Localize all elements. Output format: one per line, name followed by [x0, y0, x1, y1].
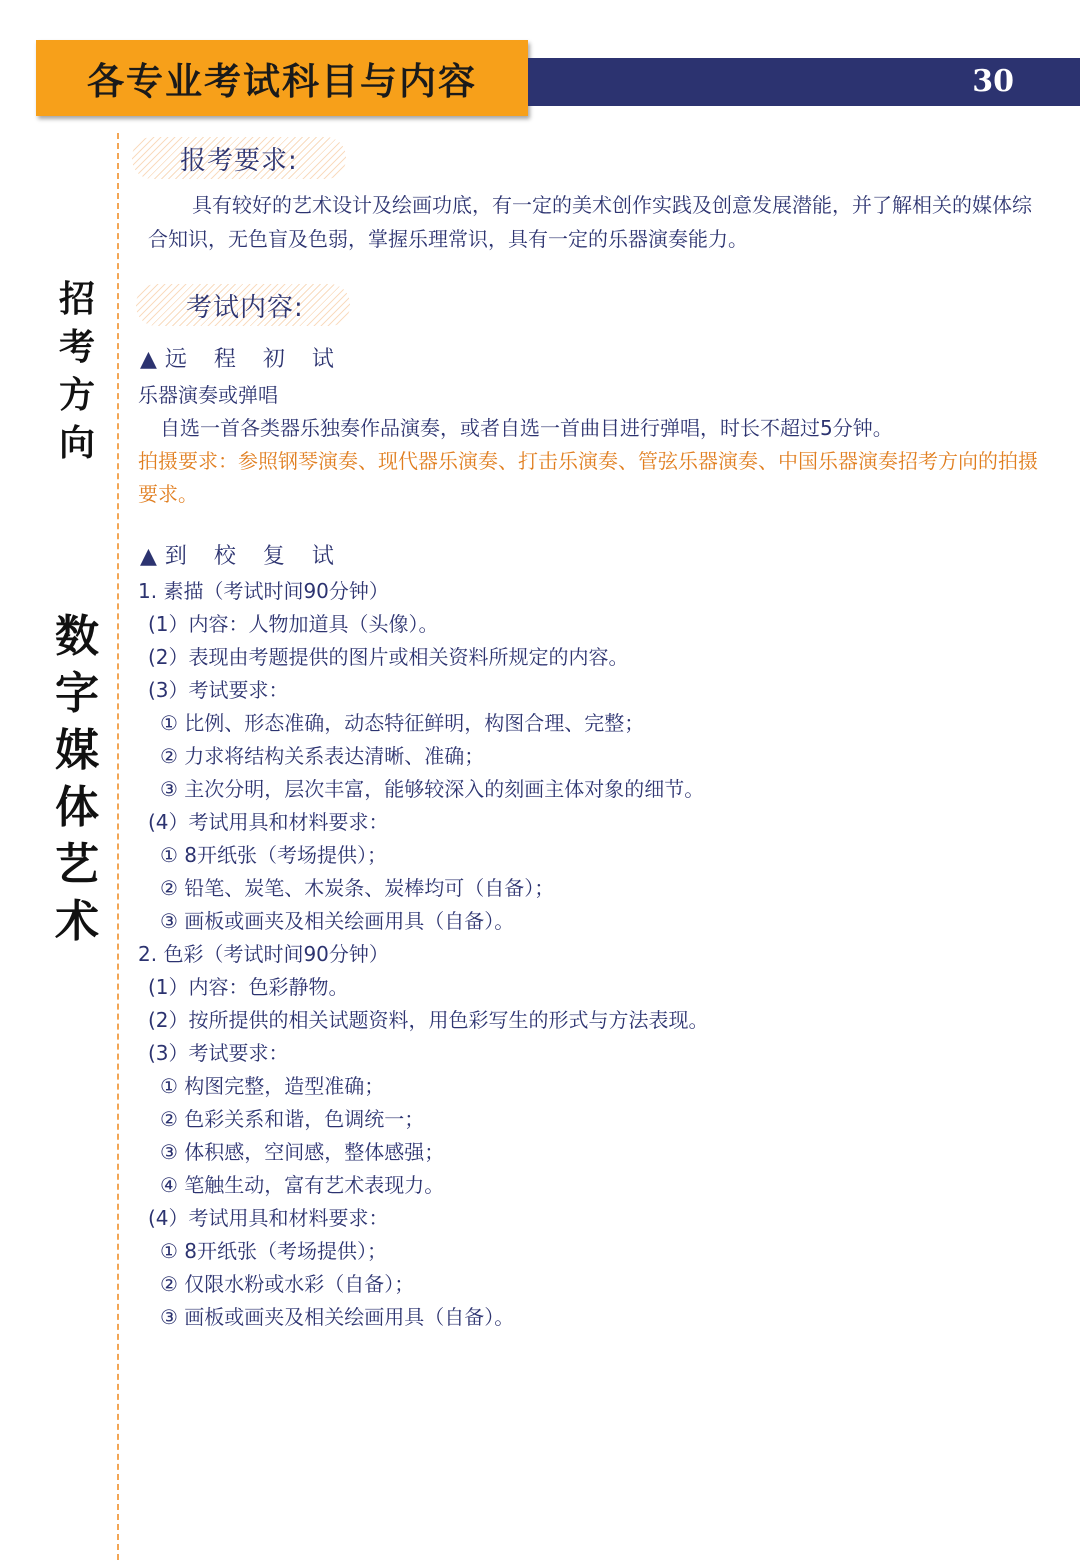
list-item: ② 力求将结构关系表达清晰、准确； [160, 744, 485, 768]
onsite-exam-heading [140, 540, 344, 574]
list-item: (4）考试用具和材料要求： [148, 1206, 389, 1230]
list-item: (2）表现由考题提供的图片或相关资料所规定的内容。 [148, 645, 629, 669]
page-header-banner [36, 40, 528, 116]
exam-content-heading [136, 284, 350, 326]
list-item: ② 铅笔、炭笔、木炭条、炭棒均可（自备）； [160, 876, 555, 900]
side-char: 术 [55, 896, 99, 947]
list-item: ③ 画板或画夹及相关绘画用具（自备）。 [160, 1305, 515, 1329]
side-char: 招 [58, 279, 95, 320]
side-char: 体 [55, 782, 99, 833]
triangle-icon: ▲ [140, 544, 157, 569]
side-label-top [40, 276, 114, 468]
remote-exam-description: 自选一首各类器乐独奏作品演奏，或者自选一首曲目进行弹唱，时长不超过5分钟。 [160, 416, 893, 440]
remote-exam-heading [140, 343, 344, 377]
list-item: ③ 主次分明，层次丰富，能够较深入的刻画主体对象的细节。 [160, 777, 705, 801]
list-item: (3）考试要求： [148, 1041, 289, 1065]
apply-requirements-heading [132, 137, 346, 179]
side-char: 媒 [55, 725, 99, 776]
color-heading: 2. 色彩（考试时间90分钟） [138, 942, 389, 966]
side-char: 数 [55, 611, 99, 662]
list-item: ③ 体积感，空间感，整体感强； [160, 1140, 445, 1164]
side-char: 方 [58, 375, 95, 416]
page-number: 30 [972, 64, 1014, 99]
dashed-divider [117, 133, 119, 1560]
list-item: ③ 画板或画夹及相关绘画用具（自备）。 [160, 909, 515, 933]
list-item: (4）考试用具和材料要求： [148, 810, 389, 834]
list-item: ① 构图完整，造型准确； [160, 1074, 385, 1098]
side-label-bottom [40, 608, 114, 950]
section-title: 考试内容: [186, 292, 304, 323]
list-item: (1）内容：色彩静物。 [148, 975, 349, 999]
list-item: ① 8开纸张（考场提供）； [160, 843, 388, 867]
triangle-icon: ▲ [140, 347, 157, 372]
heading-text: 远 程 初 试 [164, 347, 344, 372]
apply-requirements-text: 具有较好的艺术设计及绘画功底，有一定的美术创作实践及创意发展潜能，并了解相关的媒体综合知识，无色盲及色弱，掌握乐理常识，具有一定的乐器演奏能力。 [148, 193, 1032, 251]
list-item: ② 仅限水粉或水彩（自备）； [160, 1272, 415, 1296]
remote-exam-subheading: 乐器演奏或弹唱 [138, 383, 278, 407]
filming-requirements: 拍摄要求：参照钢琴演奏、现代器乐演奏、打击乐演奏、管弦乐器演奏、中国乐器演奏招考方向的拍摄要求。 [138, 449, 1038, 506]
list-item: ② 色彩关系和谐，色调统一； [160, 1107, 425, 1131]
page-title: 各专业考试科目与内容 [87, 60, 477, 103]
heading-text: 到 校 复 试 [164, 544, 344, 569]
list-item: ① 8开纸张（考场提供）； [160, 1239, 388, 1263]
list-item: ① 比例、形态准确，动态特征鲜明，构图合理、完整； [160, 711, 645, 735]
side-char: 向 [58, 423, 95, 464]
list-item: (1）内容：人物加道具（头像）。 [148, 612, 439, 636]
side-char: 考 [58, 327, 95, 368]
section-title: 报考要求: [180, 145, 298, 176]
list-item: (3）考试要求： [148, 678, 289, 702]
list-item: ④ 笔触生动，富有艺术表现力。 [160, 1173, 445, 1197]
sketch-heading: 1. 素描（考试时间90分钟） [138, 579, 389, 603]
side-char: 艺 [55, 839, 99, 890]
side-char: 字 [55, 668, 99, 719]
list-item: (2）按所提供的相关试题资料，用色彩写生的形式与方法表现。 [148, 1008, 709, 1032]
